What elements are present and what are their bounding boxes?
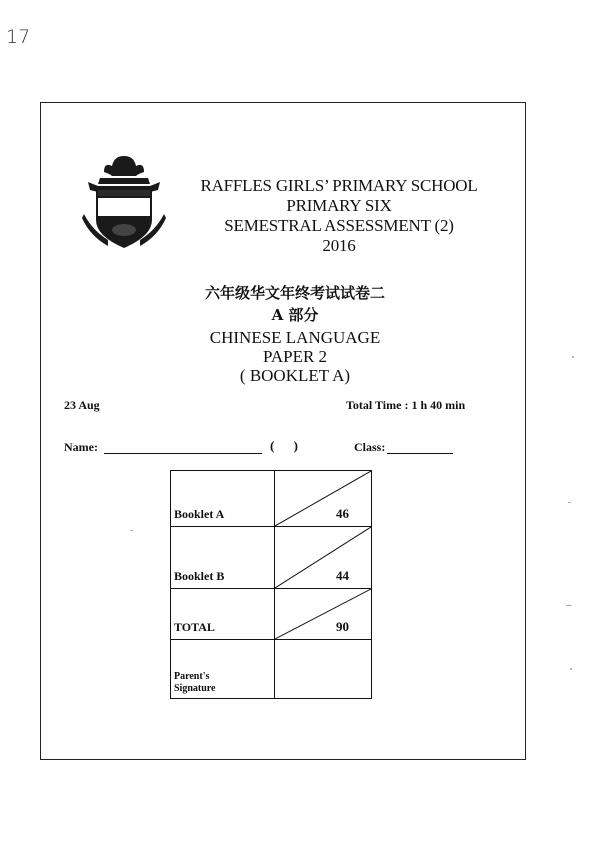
chinese-part-label: A 部分	[271, 306, 319, 324]
row-label: TOTAL	[171, 589, 275, 640]
class-field[interactable]	[387, 453, 453, 454]
table-row	[171, 589, 372, 640]
scan-speck	[566, 605, 572, 606]
score-value: 90	[336, 619, 349, 634]
diagonal-line	[275, 471, 371, 526]
subject-name: CHINESE LANGUAGE	[209, 328, 381, 347]
row-label: Booklet B	[171, 527, 275, 589]
scan-speck	[572, 356, 574, 358]
school-crest-logo	[78, 152, 170, 252]
name-label: Name:	[64, 440, 98, 454]
score-cell	[275, 471, 372, 527]
table-row	[171, 471, 372, 527]
assessment-year: 2016	[322, 236, 356, 255]
scan-speck	[568, 502, 571, 503]
score-cell	[275, 527, 372, 589]
assessment-name: SEMESTRAL ASSESSMENT (2)	[224, 216, 454, 235]
booklet-label: ( BOOKLET A)	[239, 366, 351, 385]
score-cell	[275, 589, 372, 640]
score-value: 44	[336, 568, 349, 583]
diagonal-line	[275, 589, 371, 639]
scan-speck	[570, 668, 572, 670]
table-row	[171, 640, 372, 699]
signature-field[interactable]	[275, 640, 372, 699]
page-number-mark: 17	[6, 26, 31, 48]
subject-heading	[150, 328, 440, 385]
school-level: PRIMARY SIX	[286, 196, 392, 215]
school-name: RAFFLES GIRLS’ PRIMARY SCHOOL	[200, 176, 478, 195]
diagonal-line	[275, 527, 371, 588]
signature-label-line: Signature	[174, 683, 216, 694]
signature-label	[171, 640, 275, 699]
table-row	[171, 527, 372, 589]
chinese-exam-title: 六年级华文年终考试试卷二	[204, 284, 385, 302]
exam-date: 23 Aug	[64, 398, 100, 412]
score-value: 46	[336, 506, 349, 521]
marks-table	[170, 470, 372, 699]
name-field[interactable]	[104, 453, 262, 454]
paper-number: PAPER 2	[262, 347, 328, 366]
signature-label-line: Parent's	[174, 671, 210, 682]
class-label: Class:	[354, 440, 386, 454]
scan-speck	[130, 530, 133, 531]
school-heading	[180, 176, 498, 256]
chinese-heading	[150, 282, 440, 326]
row-label: Booklet A	[171, 471, 275, 527]
register-number-field[interactable]: ( )	[270, 438, 306, 453]
total-time: Total Time : 1 h 40 min	[346, 398, 466, 412]
